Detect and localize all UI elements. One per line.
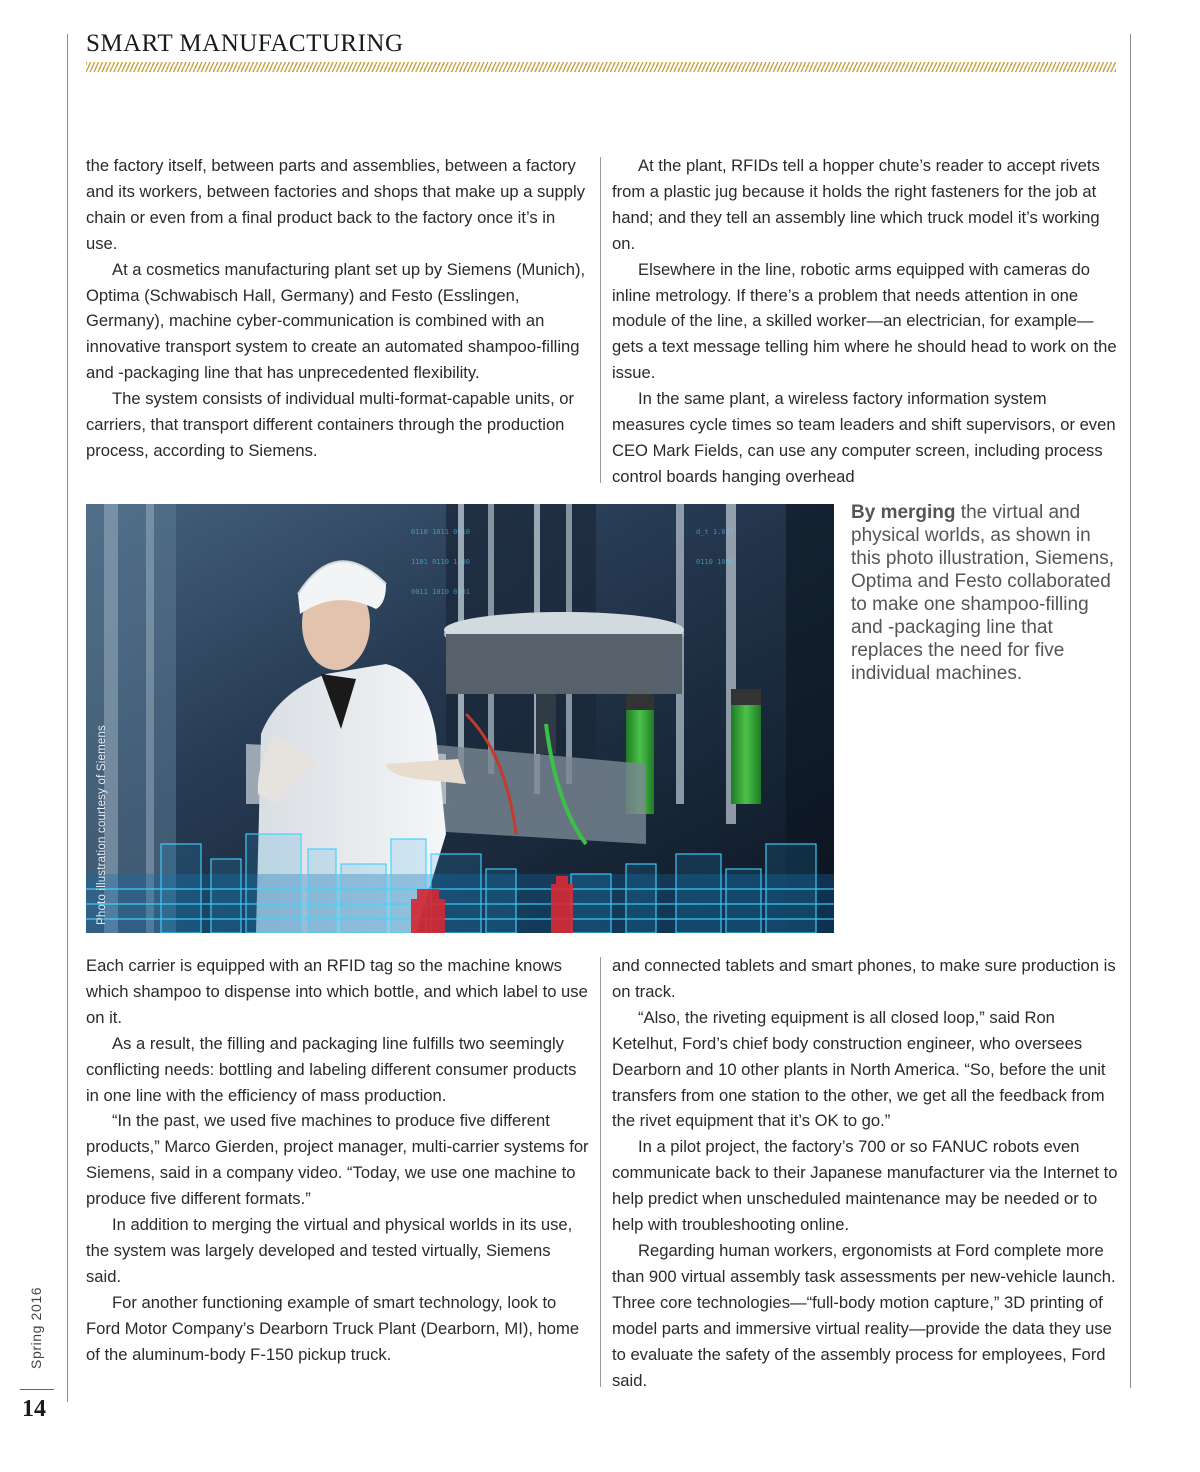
header-hatch-bar xyxy=(86,62,1116,72)
right-margin-rule xyxy=(1130,34,1131,1388)
paragraph: the factory itself, between parts and assemblies, between a factory and its workers, between factories and shops that make up a supply chain or even from a final product back to the factory once it’s in use. xyxy=(86,156,586,253)
top-left-column xyxy=(86,153,590,464)
caption-text: the virtual and physical worlds, as shown in this photo illustration, Siemens, Optima and Festo collaborated to make one shampoo-filling and -packaging line that replaces the need for five individual machines. xyxy=(851,502,1114,684)
paragraph: Each carrier is equipped with an RFID tag so the machine knows which shampoo to dispense into which bottle, and which label to use on it. xyxy=(86,956,588,1027)
paragraph: and connected tablets and smart phones, to make sure production is on track. xyxy=(612,956,1116,1001)
svg-text:0110 1011 0010: 0110 1011 0010 xyxy=(411,528,471,536)
svg-text:1101 0110 1100: 1101 0110 1100 xyxy=(411,558,471,566)
photo-caption xyxy=(851,501,1121,685)
paragraph: In addition to merging the virtual and physical worlds in its use, the system was largely developed and tested virtually, Siemens said. xyxy=(86,1215,573,1286)
issue-label: Spring 2016 xyxy=(28,1286,44,1369)
caption-lead: By merging xyxy=(851,502,956,523)
bottom-column-divider xyxy=(600,957,601,1387)
paragraph: In a pilot project, the factory’s 700 or so FANUC robots even communicate back to their Japanese manufacturer via the Internet to help predict when unscheduled maintenance may be needed or to help with troubleshooting online. xyxy=(612,1137,1118,1235)
paragraph: “In the past, we used five machines to produce five different products,” Marco Gierden, project manager, multi-carrier systems for Siemens, said in a company video. “Today, we use one machine to produce five different formats.” xyxy=(86,1111,589,1209)
bottom-right-column xyxy=(612,953,1120,1393)
paragraph: In the same plant, a wireless factory information system measures cycle times so team leaders and shift supervisors, or even CEO Mark Fields, can use any computer screen, including process control boards hanging overhead xyxy=(612,389,1116,486)
bottom-left-column xyxy=(86,953,590,1368)
svg-text:d_t 1.027: d_t 1.027 xyxy=(696,528,734,536)
page-number: 14 xyxy=(22,1396,46,1422)
paragraph: As a result, the filling and packaging line fulfills two seemingly conflicting needs: bottling and labeling different consumer products in one line with the efficiency of mass production. xyxy=(86,1033,577,1105)
page-number-rule xyxy=(20,1389,54,1390)
paragraph: Regarding human workers, ergonomists at Ford complete more than 900 virtual assembly task assessments per new-vehicle launch. Three core technologies—“full-body motion capture,” 3D printing of model parts and immersive virtual reality—provide the data they use to evaluate the safety of the assembly process for employees, Ford said. xyxy=(612,1240,1116,1390)
factory-photo-illustration xyxy=(86,504,834,933)
left-margin-rule xyxy=(67,34,68,1402)
paragraph: At a cosmetics manufacturing plant set up by Siemens (Munich), Optima (Schwabisch Hall, Germany) and Festo (Esslingen, Germany), machine cyber-communication is combined with an innovative transport system to create an automated shampoo-filling and -packaging line that has unprecedented flexibility. xyxy=(86,259,586,383)
paragraph: The system consists of individual multi-format-capable units, or carriers, that transport different containers through the production process, according to Siemens. xyxy=(86,389,575,460)
svg-text:0011 1010 0101: 0011 1010 0101 xyxy=(411,588,471,596)
top-right-column xyxy=(612,153,1120,490)
section-title: SMART MANUFACTURING xyxy=(86,30,404,57)
paragraph: At the plant, RFIDs tell a hopper chute’s reader to accept rivets from a plastic jug because it holds the right fasteners for the job at hand; and they tell an assembly line which truck model it’s working on. xyxy=(612,156,1100,253)
top-column-divider xyxy=(600,157,601,483)
svg-text:0110 1001: 0110 1001 xyxy=(696,558,734,566)
paragraph: “Also, the riveting equipment is all closed loop,” said Ron Ketelhut, Ford’s chief body construction engineer, who oversees Dearborn and 10 other plants in North America. “So, before the unit transfers from one station to the other, we get all the feedback from the rivet equipment that it’s OK to go.” xyxy=(612,1007,1106,1131)
paragraph: For another functioning example of smart technology, look to Ford Motor Company’s Dearborn Truck Plant (Dearborn, MI), home of the aluminum-body F-150 pickup truck. xyxy=(86,1292,580,1364)
photo-credit: Photo illustration courtesy of Siemens xyxy=(96,724,108,925)
paragraph: Elsewhere in the line, robotic arms equipped with cameras do inline metrology. If there’s a problem that needs attention in one module of the line, a skilled worker—an electrician, for example—gets a text message telling him where he should head to work on the issue. xyxy=(612,259,1117,383)
